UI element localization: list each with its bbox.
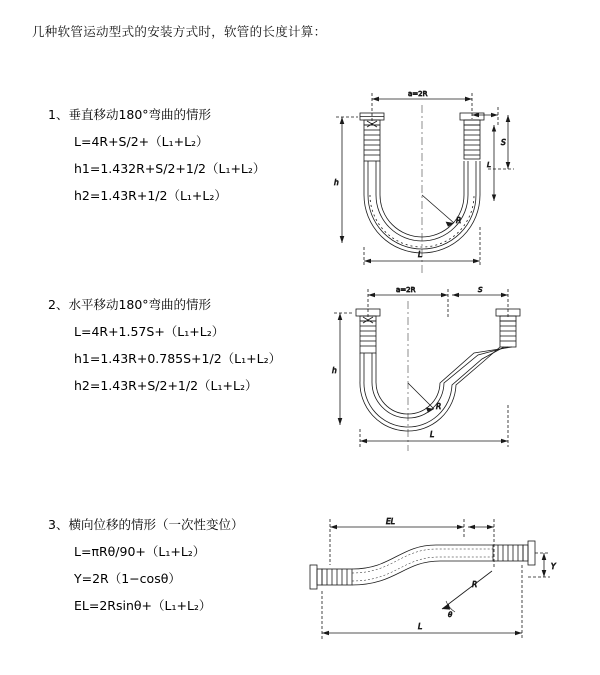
svg-text:EL: EL bbox=[386, 517, 395, 526]
svg-text:a=2R: a=2R bbox=[408, 90, 428, 98]
section-3-formula-1: L=πRθ/90+（L₁+L₂） bbox=[74, 544, 206, 559]
svg-text:a=2R: a=2R bbox=[396, 286, 416, 294]
section-1-title: 1、垂直移动180°弯曲的情形 bbox=[48, 107, 212, 122]
section-3-formula-3: EL=2Rsinθ+（L₁+L₂） bbox=[74, 598, 212, 613]
section-2-formula-3: h2=1.43R+S/2+1/2（L₁+L₂） bbox=[74, 378, 258, 393]
svg-text:R: R bbox=[436, 402, 442, 411]
lateral-offset-diagram bbox=[296, 505, 576, 655]
vertical-180-bend-diagram bbox=[312, 77, 572, 287]
section-3-title: 3、横向位移的情形（一次性变位） bbox=[48, 517, 244, 532]
svg-text:S: S bbox=[501, 138, 506, 147]
svg-text:h: h bbox=[334, 178, 339, 187]
svg-text:Y: Y bbox=[551, 562, 556, 571]
section-2-title: 2、水平移动180°弯曲的情形 bbox=[48, 297, 212, 312]
svg-text:L: L bbox=[487, 161, 491, 169]
horizontal-180-bend-diagram bbox=[312, 275, 572, 465]
svg-text:L: L bbox=[430, 430, 435, 439]
svg-text:S: S bbox=[478, 286, 483, 294]
svg-text:L: L bbox=[418, 622, 423, 631]
section-1-formula-1: L=4R+S/2+（L₁+L₂） bbox=[74, 134, 209, 149]
section-1-formula-2: h1=1.432R+S/2+1/2（L₁+L₂） bbox=[74, 161, 266, 176]
section-3-formula-2: Y=2R（1−cosθ） bbox=[74, 571, 181, 586]
svg-text:θ: θ bbox=[448, 611, 453, 619]
section-2-text bbox=[48, 295, 318, 403]
section-1-text bbox=[48, 105, 318, 213]
svg-text:R: R bbox=[456, 216, 462, 225]
section-1-figure bbox=[312, 77, 572, 291]
svg-text:h: h bbox=[332, 366, 337, 375]
section-2-formula-2: h1=1.43R+0.785S+1/2（L₁+L₂） bbox=[74, 351, 282, 366]
section-1-formula-3: h2=1.43R+1/2（L₁+L₂） bbox=[74, 188, 227, 203]
section-2-figure bbox=[312, 275, 572, 469]
section-3-figure bbox=[296, 505, 576, 659]
section-3-text bbox=[48, 515, 318, 623]
svg-text:L: L bbox=[418, 250, 423, 259]
intro-text: 几种软管运动型式的安装方式时，软管的长度计算： bbox=[32, 24, 327, 39]
section-2-formula-1: L=4R+1.57S+（L₁+L₂） bbox=[74, 324, 225, 339]
svg-text:R: R bbox=[472, 580, 478, 589]
